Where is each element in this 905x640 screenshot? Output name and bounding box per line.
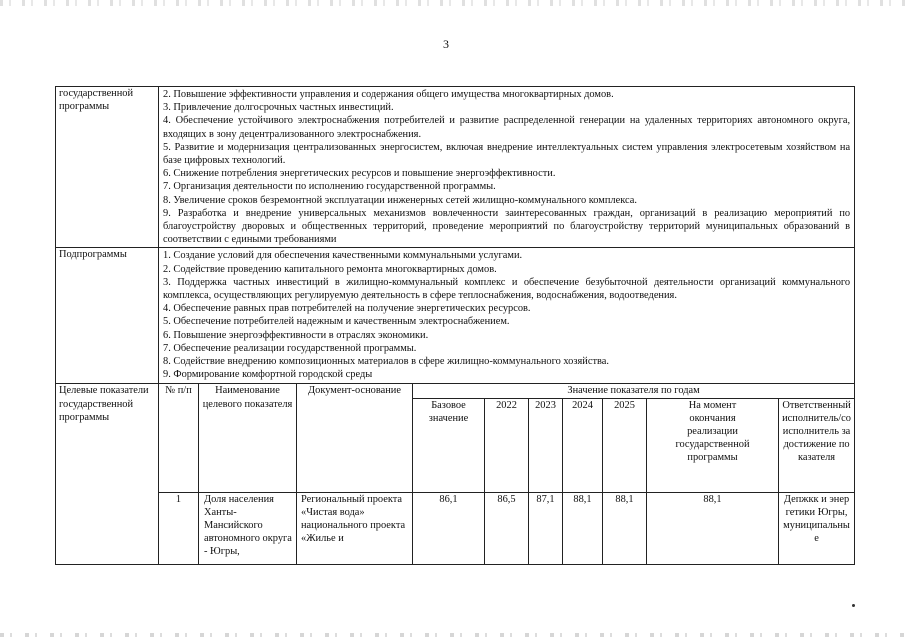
- subprogram-item: 8. Содействие внедрению композиционных материалов в сфере жилищно-коммунального хозяйства.: [163, 356, 609, 368]
- goal-item: 2. Повышение эффективности управления и содержания общего имущества многоквартирных домов.: [163, 89, 614, 100]
- subprogram-item: 2. Содействие проведению капитального ремонта многоквартирных домов.: [163, 263, 497, 275]
- row1-document: Региональный проекта «Чистая вода» национального проекта «Жилье и: [297, 492, 413, 564]
- row1-2022: 86,5: [485, 492, 529, 564]
- goal-item: 4. Обеспечение устойчивого электроснабжения потребителей и развитие распределенной генерации на удаленных территориях автономного округа, входящих в зону децентрализованного электроснабжения.: [163, 115, 851, 140]
- page-number: 3: [443, 37, 449, 51]
- row1-responsible: Депжкк и энергетики Югры, муниципальные: [779, 492, 855, 564]
- goals-row: [56, 87, 855, 248]
- subprogram-item: 9. Формирование комфортной городской среды: [163, 369, 373, 381]
- scan-noise-top: [0, 0, 905, 6]
- header-base: Базовое значение: [413, 398, 485, 492]
- scan-speck: [852, 604, 855, 607]
- header-num: № п/п: [159, 384, 199, 492]
- subprogram-item: 6. Повышение энергоэффективности в отраслях экономики.: [163, 329, 429, 341]
- subprograms-list: [159, 248, 855, 384]
- subprogram-item: 4. Обеспечение равных прав потребителей на получение энергетических ресурсов.: [163, 303, 531, 315]
- goal-item: 3. Привлечение долгосрочных частных инвестиций.: [163, 102, 394, 114]
- goal-item: 7. Организация деятельности по исполнению государственной программы.: [163, 181, 496, 193]
- header-2022: 2022: [485, 398, 529, 492]
- row1-end: 88,1: [647, 492, 779, 564]
- header-responsible: Ответственный исполнитель/соисполнитель за достижение показателя: [779, 398, 855, 492]
- goal-item: 8. Увеличение сроков безремонтной эксплуатации инженерных сетей жилищно-коммунального комплекса.: [163, 194, 637, 206]
- row1-2023: 87,1: [529, 492, 563, 564]
- indicators-header-row: [56, 384, 855, 398]
- header-2025: 2025: [603, 398, 647, 492]
- subprogram-item: 1. Создание условий для обеспечения качественными коммунальными услугами.: [163, 250, 523, 262]
- header-document: Документ-основание: [297, 384, 413, 492]
- subprograms-row: [56, 248, 855, 384]
- subprogram-item: 5. Обеспечение потребителей надежным и качественным электроснабжением.: [163, 316, 510, 328]
- goal-item: 5. Развитие и модернизация централизованных энергосистем, включая внедрение интеллектуальных систем управления электросетевым хозяйством на базе цифровых технологий.: [163, 141, 851, 167]
- goal-item: 6. Снижение потребления энергетических ресурсов и повышение энергоэффективности.: [163, 168, 556, 180]
- header-values-group: Значение показателя по годам: [413, 384, 855, 398]
- row1-num: 1: [159, 492, 199, 564]
- subprograms-label: Подпрограммы: [56, 248, 159, 384]
- table-row: [56, 492, 855, 564]
- goals-label: государственной программы: [56, 87, 159, 248]
- header-2023: 2023: [529, 398, 563, 492]
- row1-2024: 88,1: [563, 492, 603, 564]
- row1-name: Доля населения Ханты-Мансийского автономного округа - Югры,: [199, 492, 297, 564]
- header-end: На момент окончания реализации государственной программы: [647, 398, 779, 492]
- header-name: Наименование целевого показателя: [199, 384, 297, 492]
- subprogram-item: 3. Поддержка частных инвестиций в жилищно-коммунальный комплекс и обеспечение безубыточной деятельности организаций коммунального комплекса, осуществляющих регулируемую деятельность в сфере теплоснабжения, водоснабжения, водоотведения.: [163, 276, 851, 302]
- header-2024: 2024: [563, 398, 603, 492]
- targets-label: Целевые показатели государственной программы: [56, 384, 159, 565]
- goals-list: [159, 87, 855, 248]
- scan-noise-bottom: [0, 633, 905, 637]
- row1-base: 86,1: [413, 492, 485, 564]
- subprogram-item: 7. Обеспечение реализации государственной программы.: [163, 342, 417, 354]
- goal-item: 9. Разработка и внедрение универсальных механизмов вовлеченности заинтересованных граждан, организаций в реализацию мероприятий по благоустройству дворовых и общественных территорий, проведение мероприятий по благоустройству территорий муниципальных образований в соответствии с едиными требованиями: [163, 207, 851, 246]
- passport-table: [55, 86, 855, 565]
- row1-2025: 88,1: [603, 492, 647, 564]
